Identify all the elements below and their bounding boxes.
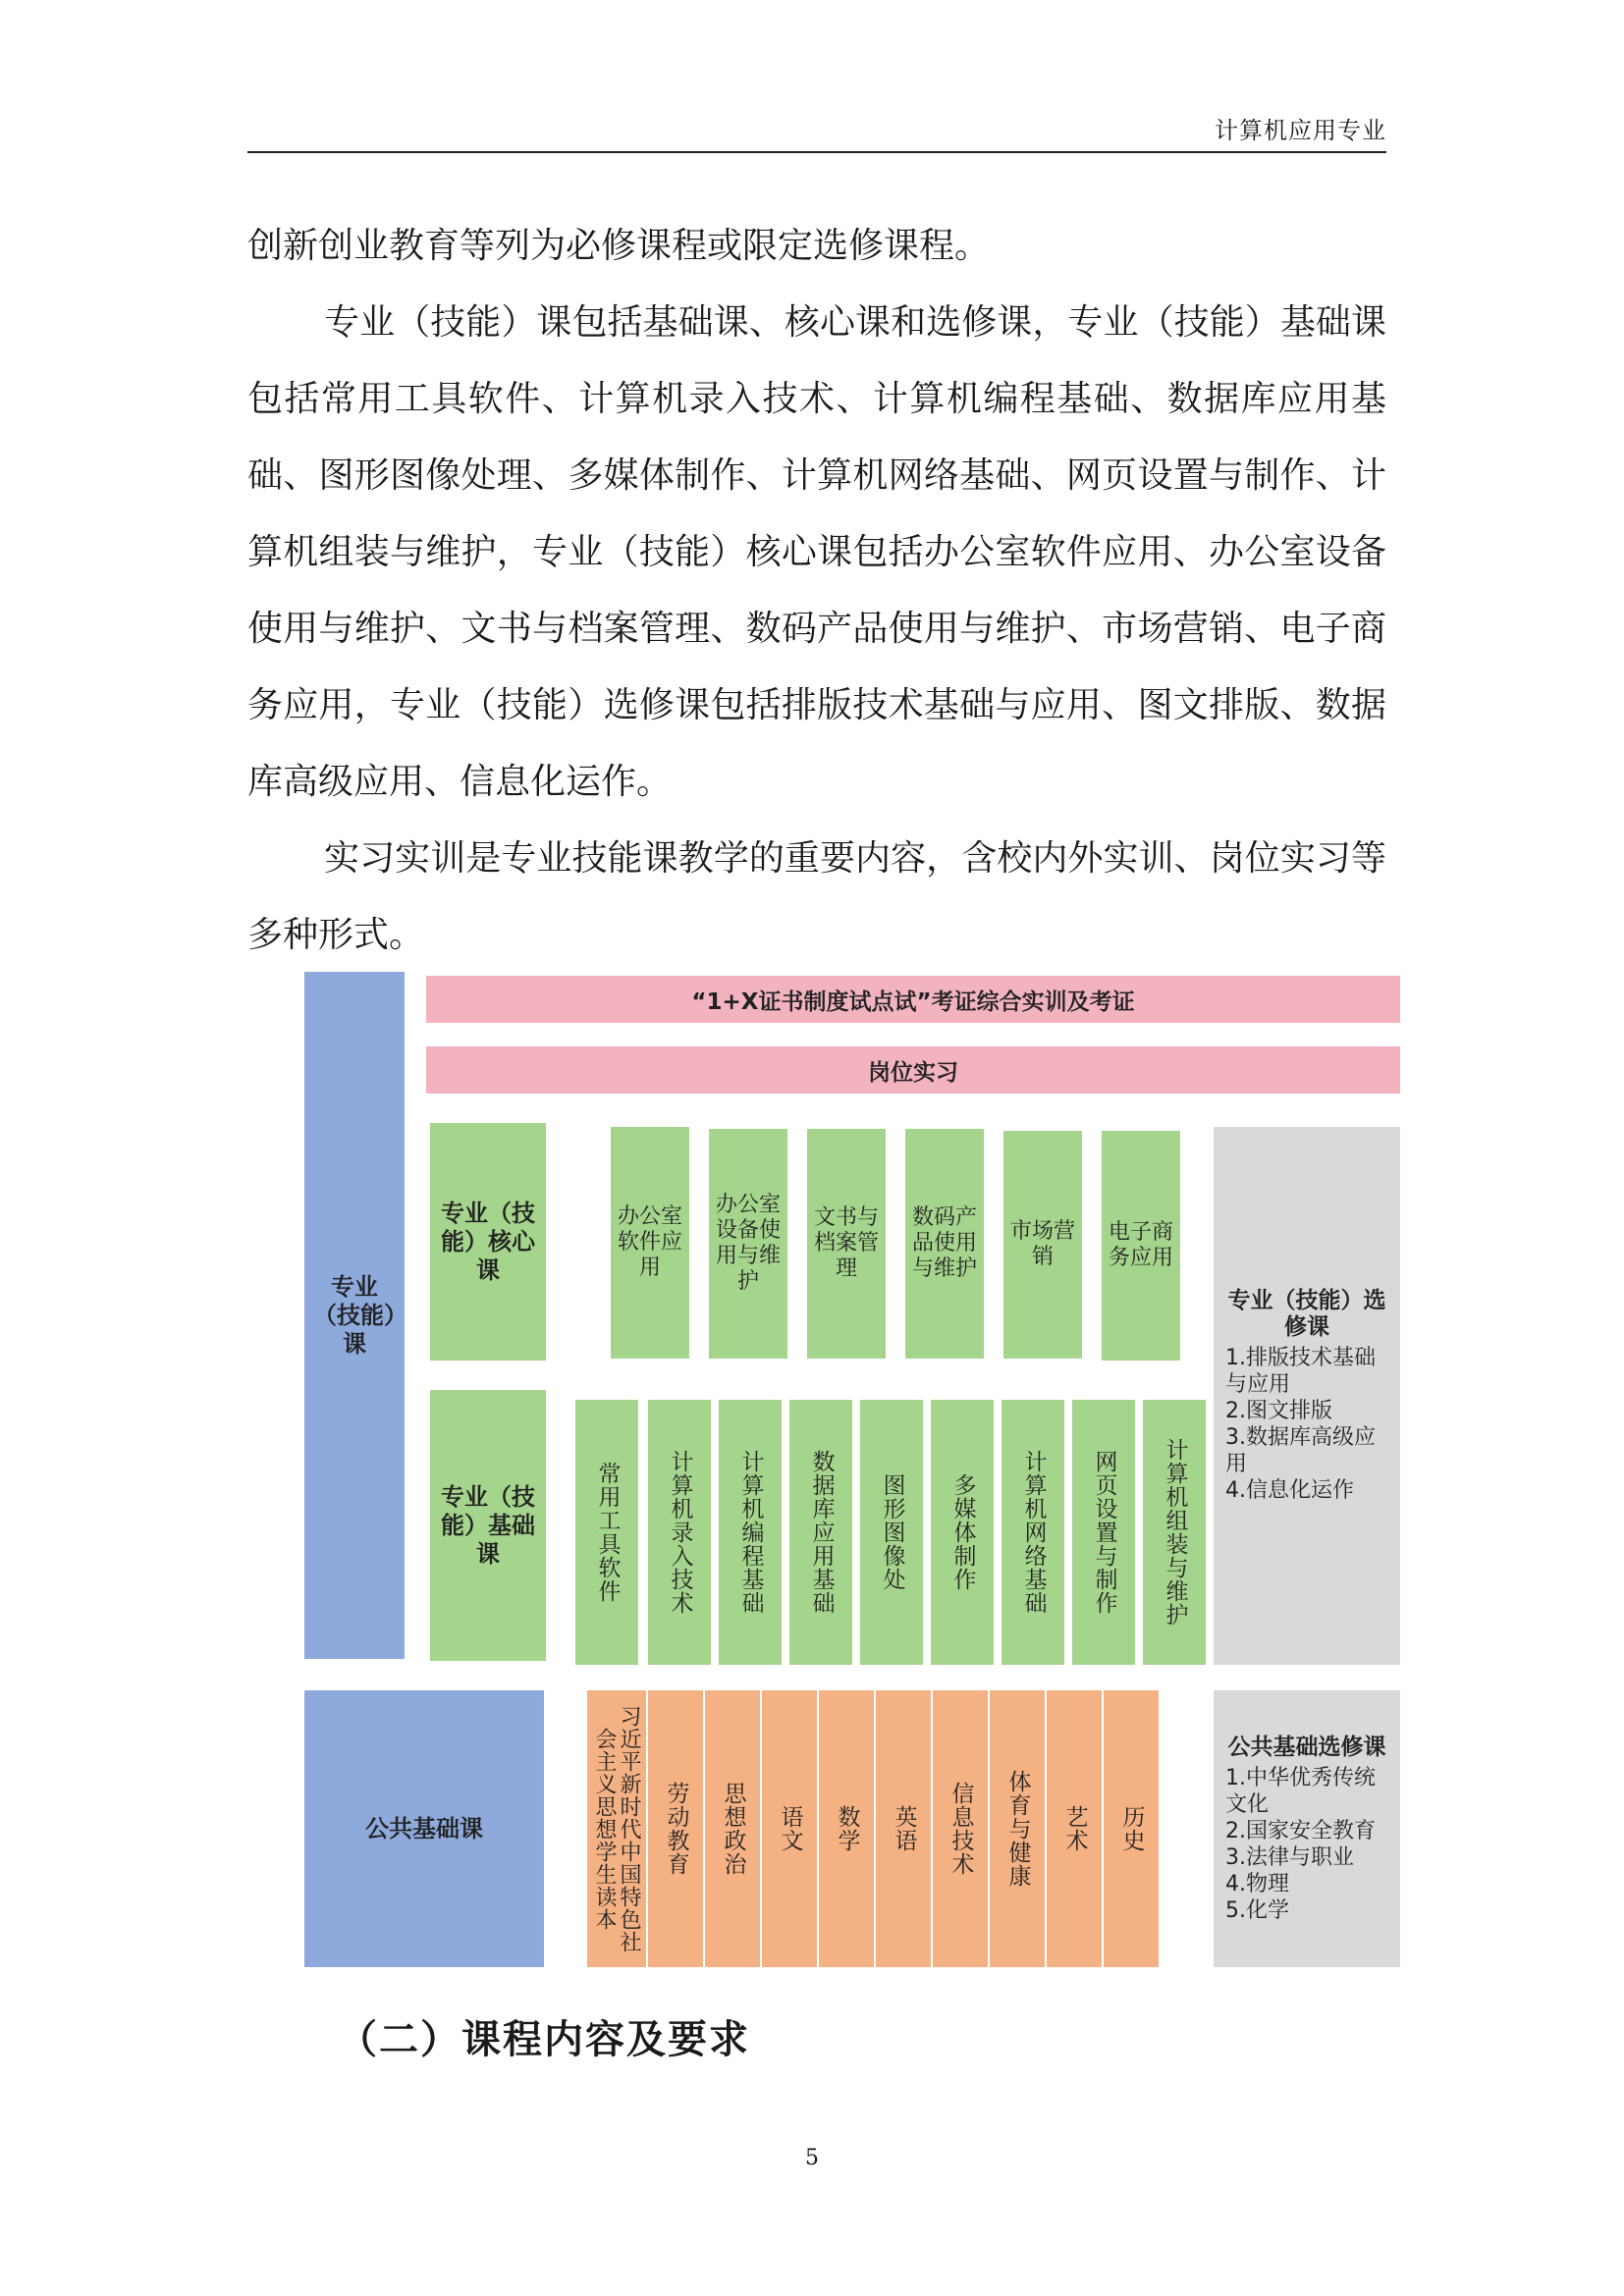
public-course: 习近平新时代中国特色社会主义思想学生读本 <box>587 1690 646 1967</box>
foundation-course: 网页设置与制作 <box>1072 1400 1135 1665</box>
foundation-courses-label: 专业（技能）基础课 <box>430 1390 546 1661</box>
public-course: 历史 <box>1104 1690 1159 1967</box>
core-course: 办公室设备使用与维护 <box>709 1129 787 1359</box>
core-courses-label: 专业（技能）核心课 <box>430 1123 546 1361</box>
internship-bar: 岗位实习 <box>426 1046 1400 1094</box>
public-course: 语文 <box>762 1690 817 1967</box>
page-header <box>247 110 1386 153</box>
core-course: 数码产品使用与维护 <box>905 1129 984 1359</box>
public-course: 英语 <box>876 1690 931 1967</box>
core-course: 办公室软件应用 <box>611 1127 689 1359</box>
core-course: 电子商务应用 <box>1102 1131 1180 1361</box>
foundation-course: 计算机组装与维护 <box>1143 1400 1206 1665</box>
core-course: 市场营销 <box>1003 1131 1082 1359</box>
elective-item: 1.排版技术基础与应用 <box>1225 1346 1376 1397</box>
core-course: 文书与档案管理 <box>807 1129 886 1359</box>
foundation-course: 图形图像处 <box>860 1400 923 1665</box>
public-elective-title: 公共基础选修课 <box>1227 1734 1386 1760</box>
elective-item: 1.中华优秀传统文化 <box>1225 1765 1376 1817</box>
foundation-course: 计算机录入技术 <box>648 1400 711 1665</box>
public-course: 体育与健康 <box>990 1690 1045 1967</box>
header-title: 计算机应用专业 <box>1215 117 1386 144</box>
elective-item: 3.法律与职业 <box>1225 1844 1354 1870</box>
elective-item: 4.物理 <box>1225 1871 1289 1896</box>
elective-item: 5.化学 <box>1225 1897 1289 1923</box>
professional-courses-label: 专业（技能）课 <box>304 972 405 1659</box>
page-number: 5 <box>805 2146 819 2170</box>
public-course: 信息技术 <box>933 1690 988 1967</box>
public-course: 数学 <box>819 1690 874 1967</box>
public-course: 艺术 <box>1047 1690 1102 1967</box>
curriculum-diagram <box>304 972 1400 1983</box>
elective-item: 2.图文排版 <box>1225 1399 1332 1423</box>
elective-item: 3.数据库高级应用 <box>1225 1425 1376 1476</box>
public-elective-box <box>1214 1690 1400 1967</box>
foundation-course: 常用工具软件 <box>575 1400 638 1665</box>
section-heading: （二）课程内容及要求 <box>338 2017 750 2062</box>
foundation-course: 多媒体制作 <box>931 1400 994 1665</box>
paragraph-1: 创新创业教育等列为必修课程或限定选修课程。 <box>247 226 991 266</box>
public-course: 思想政治 <box>705 1690 760 1967</box>
public-courses-label: 公共基础课 <box>304 1690 544 1967</box>
public-course: 劳动教育 <box>648 1690 703 1967</box>
professional-elective-title: 专业（技能）选修课 <box>1227 1288 1386 1340</box>
foundation-course: 数据库应用基础 <box>789 1400 852 1665</box>
foundation-course: 计算机编程基础 <box>719 1400 782 1665</box>
paragraph-3: 实习实训是专业技能课教学的重要内容，含校内外实训、岗位实习等多种形式。 <box>247 838 1386 955</box>
elective-item: 4.信息化运作 <box>1225 1478 1354 1503</box>
elective-item: 2.国家安全教育 <box>1225 1818 1376 1843</box>
paragraph-2: 专业（技能）课包括基础课、核心课和选修课，专业（技能）基础课包括常用工具软件、计算机录入技术、计算机编程基础、数据库应用基础、图形图像处理、多媒体制作、计算机网络基础、网页设置与制作、计算机组装与维护，专业（技能）核心课包括办公室软件应用、办公室设备使用与维护、文书与档案管理、数码产品使用与维护、市场营销、电子商务应用，专业（技能）选修课包括排版技术基础与应用、图文排版、数据库高级应用、信息化运作。 <box>247 302 1386 802</box>
body-text <box>247 208 1386 974</box>
certificate-training-bar: “1+X证书制度试点试”考证综合实训及考证 <box>426 976 1400 1023</box>
professional-elective-box <box>1214 1127 1400 1665</box>
foundation-course: 计算机网络基础 <box>1001 1400 1064 1665</box>
